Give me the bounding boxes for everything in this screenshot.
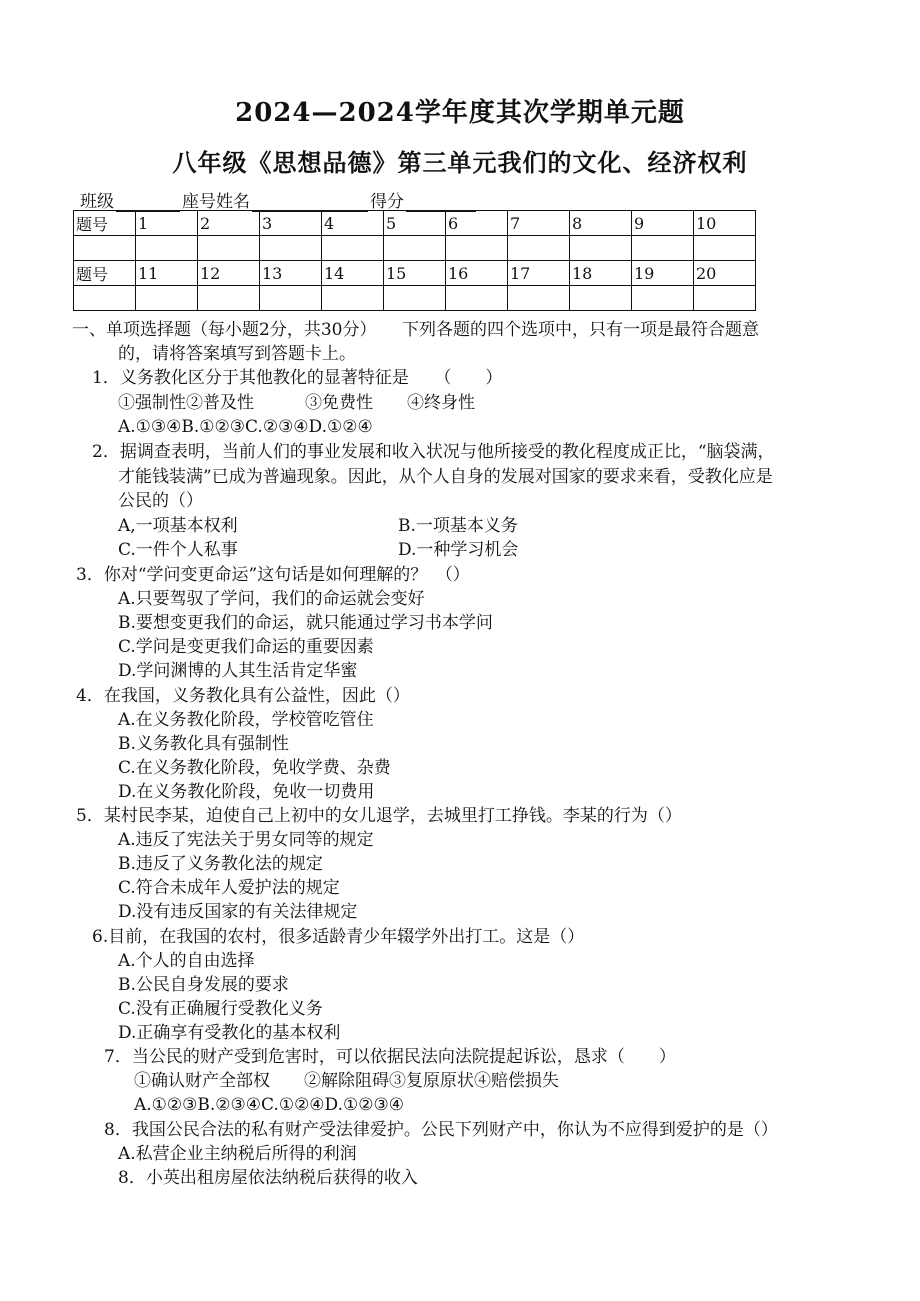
question-6-option-d: D.正确享有受教化的基本权利 (118, 1023, 341, 1043)
question-8: 8．我国公民合法的私有财产受法律爱护。公民下列财产中，你认为不应得到爱护的是（） (104, 1120, 778, 1140)
question-3-option-b: B.要想变更我们的命运，就只能通过学习书本学问 (118, 613, 493, 633)
question-number: 18 (570, 261, 632, 286)
question-3-option-a: A.只要驾驭了学问，我们的命运就会变好 (118, 589, 425, 609)
answer-cell[interactable] (136, 236, 198, 261)
question-2-option-a: A,一项基本权利 (118, 516, 238, 536)
answer-cell[interactable] (260, 286, 322, 311)
score-label: 得分 (370, 192, 404, 212)
answer-cell[interactable] (136, 286, 198, 311)
answer-table-number-row (74, 211, 756, 236)
question-7-items: ①确认财产全部权 ②解除阻碍③复原原状④赔偿损失 (134, 1071, 559, 1091)
question-number: 20 (694, 261, 756, 286)
answer-cell[interactable] (508, 236, 570, 261)
question-number: 11 (136, 261, 198, 286)
answer-cell[interactable] (570, 286, 632, 311)
answer-cell[interactable] (384, 236, 446, 261)
question-number: 9 (632, 211, 694, 236)
question-number: 15 (384, 261, 446, 286)
question-number: 1 (136, 211, 198, 236)
question-5-option-c: C.符合未成年人爱护法的规定 (118, 878, 340, 898)
question-3-option-d: D.学问渊博的人其生活肯定华蜜 (118, 661, 358, 681)
question-5: 5．某村民李某，迫使自己上初中的女儿退学，去城里打工挣钱。李某的行为（） (76, 806, 682, 826)
question-number: 7 (508, 211, 570, 236)
question-8-option-b: 8．小英出租房屋依法纳税后获得的收入 (118, 1168, 418, 1188)
question-5-option-a: A.违反了宪法关于男女同等的规定 (118, 830, 374, 850)
question-5-option-b: B.违反了义务教化法的规定 (118, 854, 323, 874)
question-number: 14 (322, 261, 384, 286)
row-label: 题号 (74, 211, 136, 236)
question-number: 13 (260, 261, 322, 286)
question-3-option-c: C.学问是变更我们命运的重要因素 (118, 637, 374, 657)
answer-cell[interactable] (260, 236, 322, 261)
question-6: 6.目前，在我国的农村，很多适龄青少年辍学外出打工。这是（） (92, 927, 585, 947)
question-number: 4 (322, 211, 384, 236)
question-1-items: ①强制性②普及性 ③免费性 ④终身性 (118, 393, 475, 413)
answer-cell[interactable] (694, 236, 756, 261)
question-4: 4．在我国，义务教化具有公益性，因此（） (76, 686, 410, 706)
question-8-option-a: A.私营企业主纳税后所得的利润 (118, 1144, 357, 1164)
question-5-option-d: D.没有违反国家的有关法律规定 (118, 902, 358, 922)
answer-cell[interactable] (322, 236, 384, 261)
question-4-option-a: A.在义务教化阶段，学校管吃管住 (118, 710, 374, 730)
answer-table-answer-row (74, 236, 756, 261)
question-2-cont: 公民的（） (118, 491, 203, 511)
class-label: 班级 (80, 192, 114, 212)
answer-cell[interactable] (508, 286, 570, 311)
question-6-option-a: A.个人的自由选择 (118, 951, 255, 971)
question-number: 10 (694, 211, 756, 236)
exam-subtitle: 八年级《思想品德》第三单元我们的文化、经济权利 (172, 148, 748, 177)
row-label: 题号 (74, 261, 136, 286)
answer-cell[interactable] (446, 286, 508, 311)
question-number: 5 (384, 211, 446, 236)
question-4-option-d: D.在义务教化阶段，免收一切费用 (118, 782, 375, 802)
question-number: 3 (260, 211, 322, 236)
question-2-option-c: C.一件个人私事 (118, 540, 238, 560)
answer-cell[interactable] (446, 236, 508, 261)
question-7: 7．当公民的财产受到危害时，可以依据民法向法院提起诉讼，恳求（ ） (104, 1047, 676, 1067)
answer-table-number-row (74, 261, 756, 286)
question-2: 2．据调查表明，当前人们的事业发展和收入状况与他所接受的教化程度成正比，“脑袋满， (92, 442, 775, 462)
question-2-cont: 才能钱装满”已成为普遍现象。因此，从个人自身的发展对国家的要求来看，受教化应是 (118, 467, 773, 487)
answer-table-answer-row (74, 286, 756, 311)
answer-cell (74, 236, 136, 261)
question-number: 19 (632, 261, 694, 286)
question-6-option-b: B.公民自身发展的要求 (118, 975, 289, 995)
answer-table (73, 210, 756, 311)
answer-cell[interactable] (694, 286, 756, 311)
question-number: 2 (198, 211, 260, 236)
question-2-option-b: B.一项基本义务 (398, 516, 518, 536)
seat-name-label: 座号姓名 (182, 192, 250, 212)
answer-cell[interactable] (198, 236, 260, 261)
answer-cell[interactable] (198, 286, 260, 311)
question-number: 12 (198, 261, 260, 286)
answer-cell[interactable] (322, 286, 384, 311)
answer-cell[interactable] (632, 286, 694, 311)
question-2-option-d: D.一种学习机会 (398, 540, 519, 560)
answer-cell[interactable] (384, 286, 446, 311)
question-4-option-b: B.义务教化具有强制性 (118, 734, 289, 754)
question-6-option-c: C.没有正确履行受教化义务 (118, 999, 323, 1019)
question-number: 8 (570, 211, 632, 236)
question-7-options: A.①②③B.②③④C.①②④D.①②③④ (134, 1095, 404, 1115)
question-1-options: A.①③④B.①②③C.②③④D.①②④ (118, 417, 373, 437)
student-info-line (80, 187, 478, 212)
question-number: 17 (508, 261, 570, 286)
question-1: 1．义务教化区分于其他教化的显著特征是 （ ） (92, 368, 503, 388)
exam-title: 2024—2024学年度其次学期单元题 (235, 98, 685, 128)
question-number: 16 (446, 261, 508, 286)
answer-cell (74, 286, 136, 311)
question-number: 6 (446, 211, 508, 236)
question-3: 3．你对“学问变更命运”这句话是如何理解的？ （） (76, 565, 470, 585)
question-4-option-c: C.在义务教化阶段，免收学费、杂费 (118, 758, 391, 778)
section-heading-cont: 的，请将答案填写到答题卡上。 (118, 344, 356, 364)
answer-cell[interactable] (570, 236, 632, 261)
section-heading: 一、单项选择题（每小题2分，共30分） 下列各题的四个选项中，只有一项是最符合题意 (72, 320, 759, 340)
answer-cell[interactable] (632, 236, 694, 261)
